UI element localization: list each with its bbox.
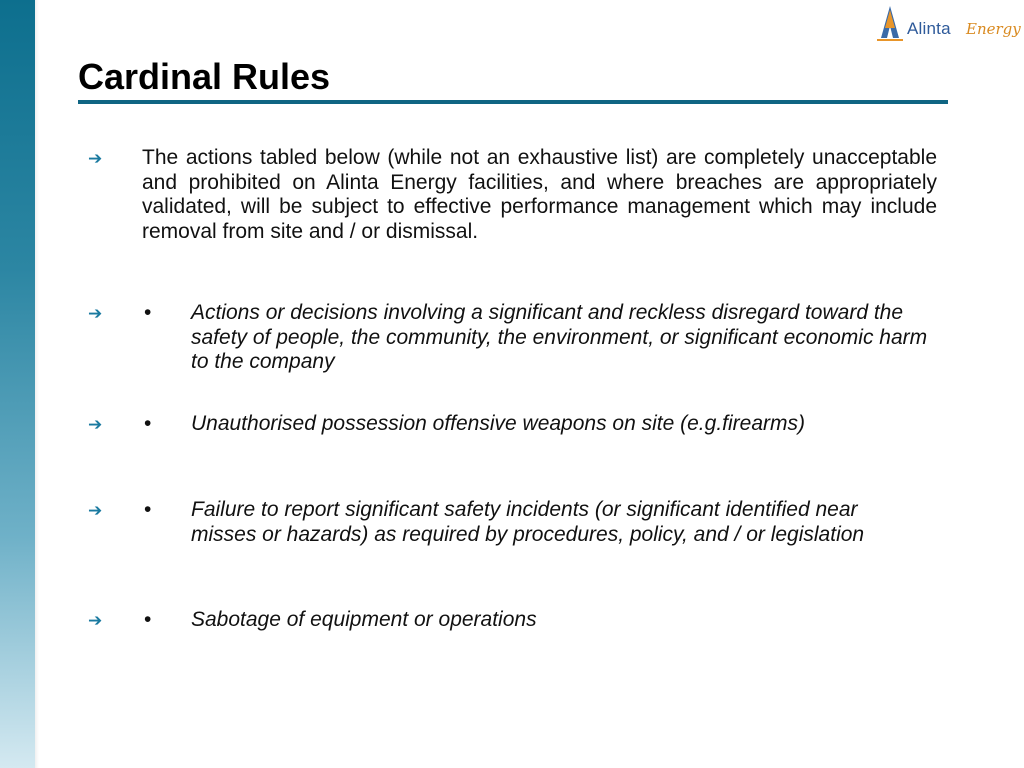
arrow-icon: ➔ (88, 611, 103, 631)
rule-text: Failure to report significant safety incidents (or significant identified near misses or hazards) as required by procedures, policy, and / or legislation (191, 498, 865, 546)
rule-text: Sabotage of equipment or operations (191, 608, 537, 631)
intro-paragraph: The actions tabled below (while not an exhaustive list) are completely unacceptable and prohibited on Alinta Energy facilities, and where breaches are appropriately validated, will be subject to effective performance management which may include removal from site and / or dismissal. (142, 146, 937, 243)
rule-text: Unauthorised possession offensive weapons on site (e.g.firearms) (191, 412, 805, 435)
flame-logo-icon (873, 2, 907, 46)
rule-text: Actions or decisions involving a significant and reckless disregard toward the safety of people, the community, the environment, or significant economic harm to the company (191, 301, 928, 373)
bullet-dot: • (144, 498, 152, 521)
title-underline (78, 100, 948, 104)
page-title: Cardinal Rules (78, 56, 331, 97)
bullet-dot: • (144, 301, 152, 324)
arrow-icon: ➔ (88, 415, 103, 435)
logo-word-energy: Energy (966, 20, 1021, 38)
bullet-dot: • (144, 608, 152, 631)
logo-word-alinta: Alinta (907, 19, 951, 38)
left-accent-bar (0, 0, 35, 768)
bullet-dot: • (144, 412, 152, 435)
alinta-energy-logo (873, 2, 1021, 48)
arrow-icon: ➔ (88, 149, 103, 169)
arrow-icon: ➔ (88, 501, 103, 521)
arrow-icon: ➔ (88, 304, 103, 324)
